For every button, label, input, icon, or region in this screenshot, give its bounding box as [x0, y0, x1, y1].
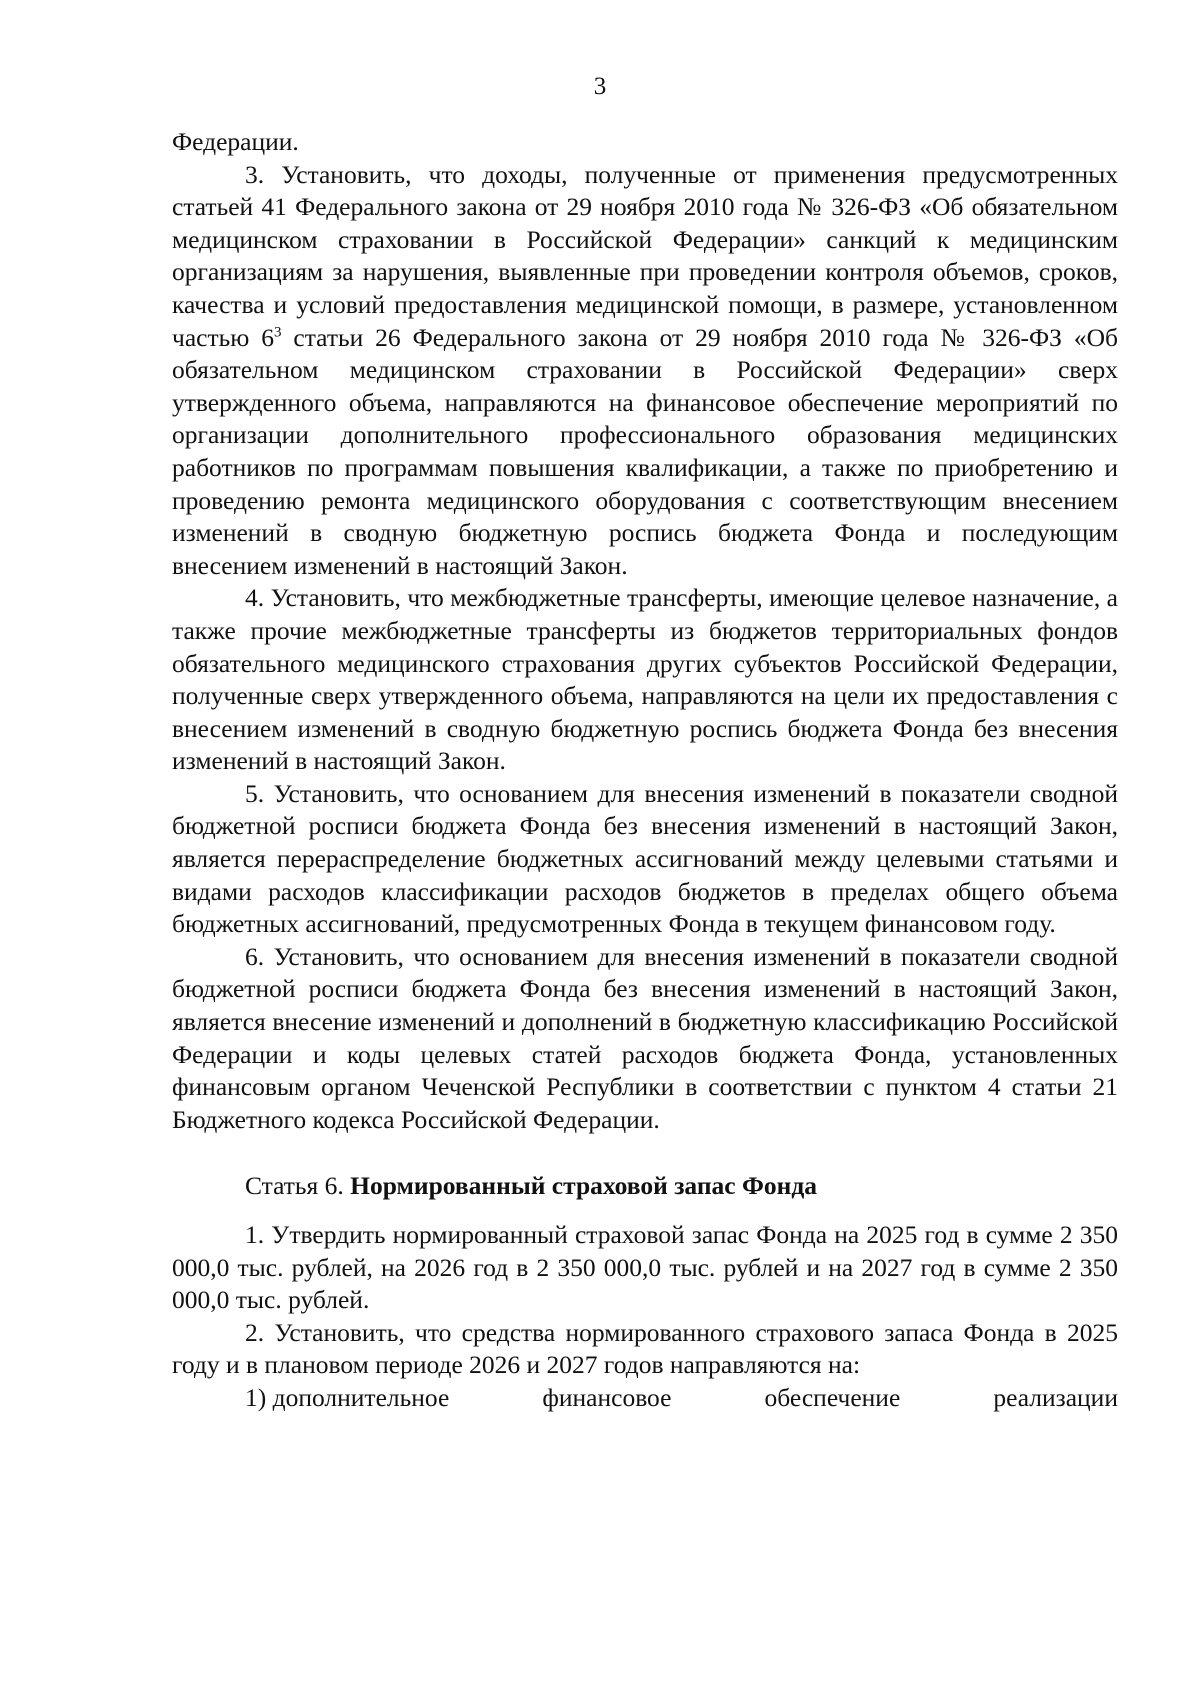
document-body — [172, 126, 1118, 1415]
paragraph-item-3-text: 3. Установить, что доходы, полученные от применения предусмотренных статьей 41 Федерального закона от 29 ноября 2010 года № 326-ФЗ «Об обязательном медицинском страховании в Российской Федерации» санкций к медицинским организациям за нарушения, выявленные при проведении контроля объемов, сроков, качества и условий предоставления медицинской помощи, в размере, установленном частью — [172, 159, 1118, 352]
article-heading — [172, 1170, 1118, 1203]
paragraph-item-4: 4. Установить, что межбюджетные трансферты, имеющие целевое назначение, а также прочие межбюджетные трансферты из бюджетов территориальных фондов обязательного медицинского страхования других субъектов Российской Федерации, полученные сверх утвержденного объема, направляются на цели их предоставления с внесением изменений в сводную бюджетную роспись бюджета Фонда без внесения изменений в настоящий Закон. — [172, 583, 1118, 776]
article-6-item-1: 1. Утвердить нормированный страховой запас Фонда на 2025 год в сумме 2 350 000,0 тыс. рублей, на 2026 год в 2 350 000,0 тыс. рублей и на 2027 год в сумме 2 350 000,0 тыс. рублей. — [172, 1220, 1118, 1315]
subitem-word: реализации — [993, 1382, 1118, 1412]
paragraph-continuation: Федерации. — [172, 127, 299, 156]
article-6-item-2: 2. Установить, что средства нормированного страхового запаса Фонда в 2025 году и в плановом периоде 2026 и 2027 годов направляются на: — [172, 1317, 1118, 1380]
subitem-word: 1) дополнительное — [245, 1382, 450, 1412]
part-number: 6 — [261, 322, 274, 352]
article-6-subitem-1 — [172, 1382, 1118, 1415]
paragraph-item-5: 5. Установить, что основанием для внесения изменений в показатели сводной бюджетной росписи бюджета Фонда без внесения изменений в настоящий Закон, является перераспределение бюджетных ассигнований между целевыми статьями и видами расходов классификации расходов бюджетов в пределах общего объема бюджетных ассигнований, предусмотренных Фонда в текущем финансовом году. — [172, 778, 1118, 939]
subitem-word: финансовое — [542, 1382, 672, 1412]
paragraph-item-3 — [172, 159, 1118, 583]
article-title: Нормированный страховой запас Фонда — [350, 1171, 817, 1201]
page-number: 3 — [593, 73, 607, 100]
paragraph-item-6: 6. Установить, что основанием для внесения изменений в показатели сводной бюджетной росписи бюджета Фонда без внесения изменений в настоящий Закон, является внесение изменений и дополнений в бюджетную классификацию Российской Федерации и коды целевых статей расходов бюджета Фонда, установленных финансовым органом Чеченской Республики в соответствии с пунктом 4 статьи 21 Бюджетного кодекса Российской Федерации. — [172, 941, 1118, 1134]
article-label: Статья 6. — [245, 1171, 344, 1201]
subitem-word: обеспечение — [764, 1382, 901, 1412]
paragraph-item-3-continuation: статьи 26 Федерального закона от 29 ноября 2010 года № 326-ФЗ «Об обязательном медицинском страховании в Российской Федерации» сверх утвержденного объема, направляются на финансовое обеспечение мероприятий по организации дополнительного профессионального образования медицинских работников по программам повышения квалификации, а также по приобретению и проведению ремонта медицинского оборудования с соответствующим внесением изменений в сводную бюджетную роспись бюджета Фонда и последующим внесением изменений в настоящий Закон. — [172, 322, 1118, 580]
part-superscript: 3 — [273, 324, 282, 341]
